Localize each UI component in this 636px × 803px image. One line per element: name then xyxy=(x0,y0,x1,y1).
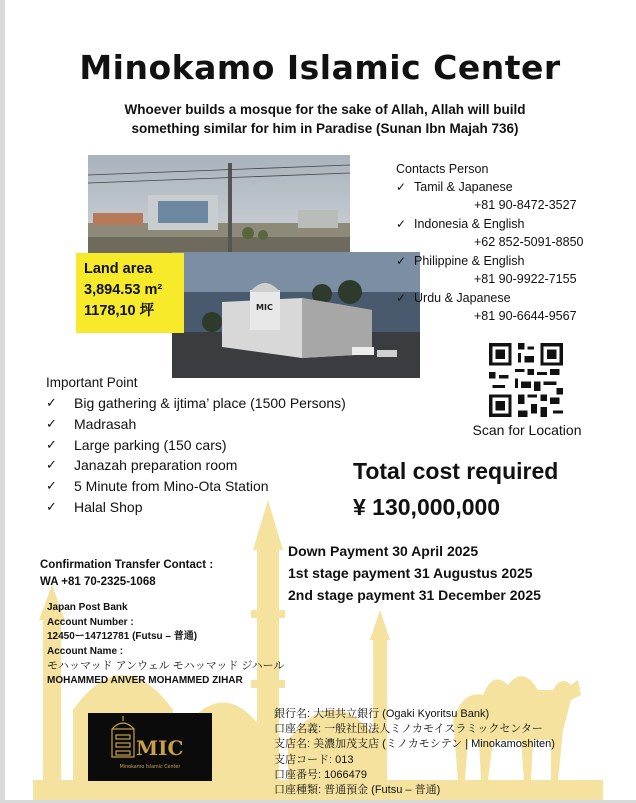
check-icon: ✓ xyxy=(46,436,57,452)
land-area-label: Land area xyxy=(84,261,153,277)
total-cost-label: Total cost required xyxy=(353,458,559,484)
mic-logo xyxy=(88,713,212,781)
list-item: ✓ Large parking (150 cars) xyxy=(46,435,406,456)
ogaki-bank-details: 銀行名: 大垣共立銀行 (Ogaki Kyoritsu Bank) 口座名義: 一般社団法人ミノカモイスラミックセンター 支店名: 美濃加茂支店 (ミノカモシテン | Minokamoshiten) 支店コード: 013 口座番号: 1066479 口座種類: 普通預金 (Futsu – 普通) xyxy=(274,708,555,797)
check-icon: ✓ xyxy=(46,457,57,473)
check-icon: ✓ xyxy=(46,478,57,494)
contact-lang: Urdu & Japanese xyxy=(414,291,511,305)
frame-edge xyxy=(0,0,5,803)
list-item: ✓ Big gathering & ijtima’ place (1500 Persons) xyxy=(46,393,406,414)
logo-subtitle: Minokamo Islamic Center xyxy=(119,765,181,770)
check-icon: ✓ xyxy=(396,217,407,231)
account-name-roman: MOHAMMED ANVER MOHAMMED ZIHAR xyxy=(47,674,243,686)
contact-lang: Indonesia & English xyxy=(414,217,525,231)
account-name-label: Account Name : xyxy=(47,645,124,657)
check-icon: ✓ xyxy=(396,180,407,194)
payment-line: 1st stage payment 31 Augustus 2025 xyxy=(288,565,533,581)
logo-text: MIC xyxy=(136,736,184,760)
check-icon: ✓ xyxy=(46,395,57,410)
account-name-kana: モハッマッド アンウェル モハッマッド ジハール xyxy=(47,660,285,672)
confirmation-contact: Confirmation Transfer Contact : WA +81 70-2325-1068 xyxy=(40,559,214,588)
payment-schedule xyxy=(288,540,541,606)
account-number: 12450ー14712781 (Futsu – 普通) xyxy=(47,631,198,642)
contact-item xyxy=(396,252,606,288)
land-area-box xyxy=(76,253,184,333)
contact-item xyxy=(396,178,606,214)
land-area-tsubo: 1178,10 坪 xyxy=(84,303,155,319)
qr-code-icon[interactable] xyxy=(486,340,566,420)
contact-item xyxy=(396,215,606,251)
building-render xyxy=(172,252,420,378)
important-points xyxy=(46,375,406,518)
payment-line: Down Payment 30 April 2025 xyxy=(288,543,479,559)
scan-for-location-label: Scan for Location xyxy=(472,422,582,438)
hadith-quote: Whoever builds a mosque for the sake of Allah, Allah will build something similar for him in Paradise (Sunan Ibn Majah 736) xyxy=(124,102,526,136)
land-area-m2: 3,894.53 m² xyxy=(84,282,163,298)
post-bank-details xyxy=(47,601,284,688)
check-icon: ✓ xyxy=(396,291,407,305)
contacts-heading: Contacts Person xyxy=(396,162,489,176)
contact-item xyxy=(396,289,606,325)
contact-phone[interactable]: +81 90-6644-9567 xyxy=(474,309,577,323)
check-icon: ✓ xyxy=(46,498,57,514)
list-item: ✓ Halal Shop xyxy=(46,497,406,518)
bank-name: Japan Post Bank xyxy=(47,602,128,613)
list-item: ✓ 5 Minute from Mino-Ota Station xyxy=(46,476,406,497)
land-photo xyxy=(88,155,350,265)
important-heading: Important Point xyxy=(46,375,138,390)
contact-phone[interactable]: +81 90-8472-3527 xyxy=(474,198,577,212)
contacts-section xyxy=(396,162,606,326)
contact-phone[interactable]: +62 852-5091-8850 xyxy=(474,235,584,249)
check-icon: ✓ xyxy=(396,254,407,268)
total-cost-value: ¥ 130,000,000 xyxy=(353,494,501,520)
contact-lang: Philippine & English xyxy=(414,254,525,268)
list-item: ✓ Madrasah xyxy=(46,414,406,435)
check-icon: ✓ xyxy=(46,415,57,431)
account-number-label: Account Number : xyxy=(47,616,134,628)
contact-lang: Tamil & Japanese xyxy=(414,180,513,194)
contact-phone[interactable]: +81 90-9922-7155 xyxy=(474,272,577,286)
building-sign-text: MIC xyxy=(256,303,273,312)
page-title: Minokamo Islamic Center xyxy=(79,48,561,87)
payment-line: 2nd stage payment 31 December 2025 xyxy=(288,587,541,603)
list-item: ✓ Janazah preparation room xyxy=(46,455,406,476)
